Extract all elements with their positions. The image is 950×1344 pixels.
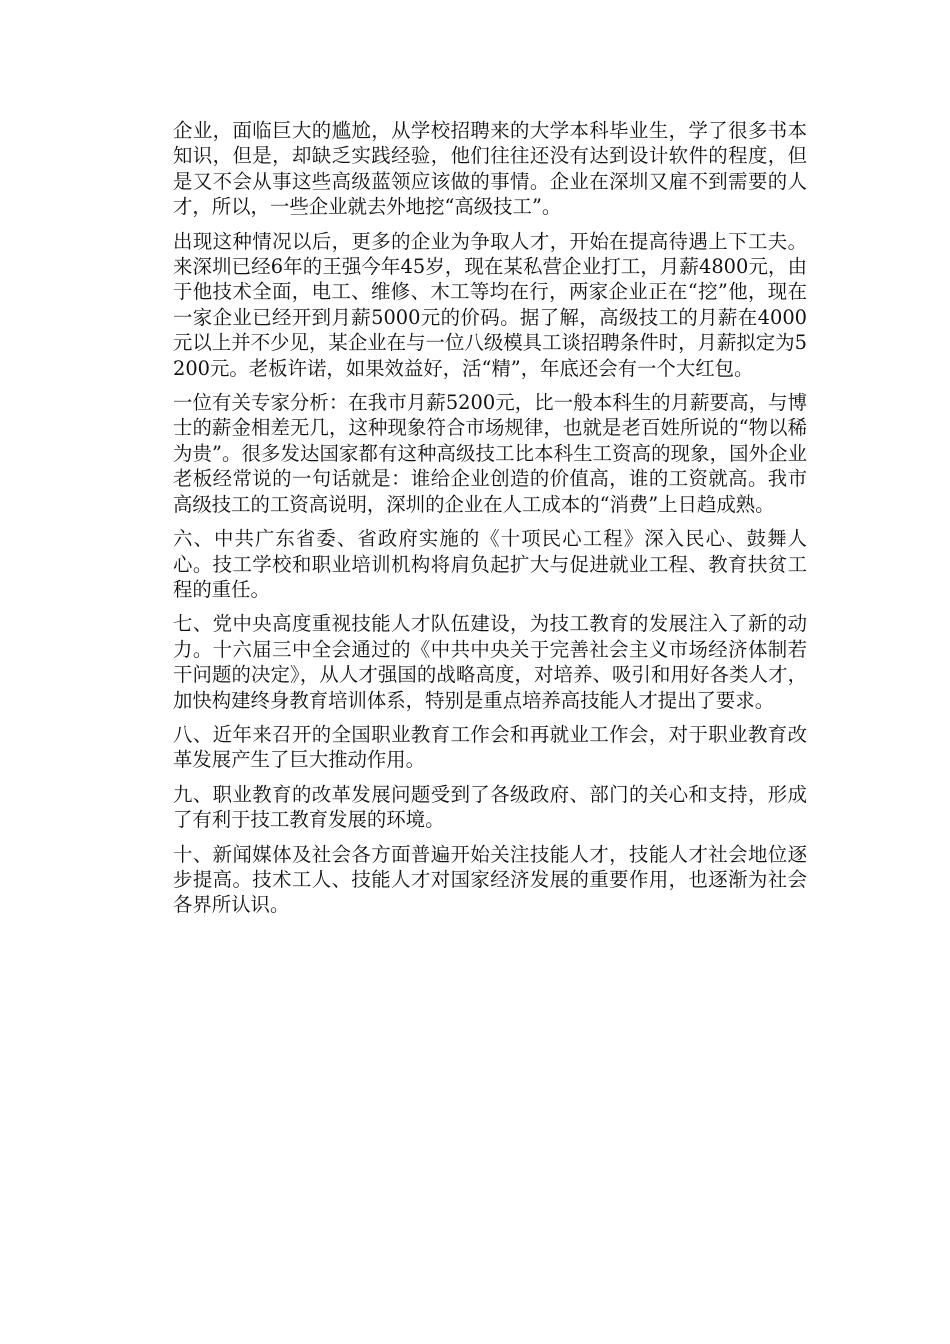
document-body	[173, 118, 807, 927]
paragraph-point-nine: 九、职业教育的改革发展问题受到了各级政府、部门的关心和支持，形成了有利于技工教育发展的环境。	[173, 782, 807, 832]
paragraph-point-six: 六、中共广东省委、省政府实施的《十项民心工程》深入民心、鼓舞人心。技工学校和职业培训机构将肩负起扩大与促进就业工程、教育扶贫工程的重任。	[173, 527, 807, 601]
paragraph-point-ten: 十、新闻媒体及社会各方面普遍开始关注技能人才，技能人才社会地位逐步提高。技术工人、技能人才对国家经济发展的重要作用，也逐渐为社会各界所认识。	[173, 842, 807, 917]
paragraph-expert-analysis: 一位有关专家分析：在我市月薪5200元，比一般本科生的月薪要高，与博士的薪金相差无几，这种现象符合市场规律，也就是老百姓所说的“物以稀为贵”。很多发达国家都有这种高级技工比本科生工资高的现象，国外企业老板经常说的一句话就是：谁给企业创造的价值高，谁的工资就高。我市高级技工的工资高说明，深圳的企业在人工成本的“消费”上日趋成熟。	[173, 391, 807, 516]
paragraph-salary-competition: 出现这种情况以后，更多的企业为争取人才，开始在提高待遇上下工夫。来深圳已经6年的王强今年45岁，现在某私营企业打工，月薪4800元，由于他技术全面，电工、维修、木工等均在行，两家企业正在“挖”他，现在一家企业已经开到月薪5000元的价码。据了解，高级技工的月薪在4000元以上并不少见，某企业在与一位八级模具工谈招聘条件时，月薪拟定为5200元。老板许诺，如果效益好，活“精”，年底还会有一个大红包。	[173, 229, 807, 380]
paragraph-recruitment-dilemma: 企业，面临巨大的尴尬，从学校招聘来的大学本科毕业生，学了很多书本知识，但是，却缺乏实践经验，他们往往还没有达到设计软件的程度，但是又不会从事这些高级蓝领应该做的事情。企业在深圳又雇不到需要的人才，所以，一些企业就去外地挖“高级技工”。	[173, 119, 807, 219]
paragraph-point-seven: 七、党中央高度重视技能人才队伍建设，为技工教育的发展注入了新的动力。十六届三中全会通过的《中共中央关于完善社会主义市场经济体制若干问题的决定》，从人才强国的战略高度，对培养、吸引和用好各类人才，加快构建终身教育培训体系，特别是重点培养高技能人才提出了要求。	[173, 612, 807, 712]
paragraph-point-eight: 八、近年来召开的全国职业教育工作会和再就业工作会，对于职业教育改革发展产生了巨大推动作用。	[173, 722, 807, 772]
